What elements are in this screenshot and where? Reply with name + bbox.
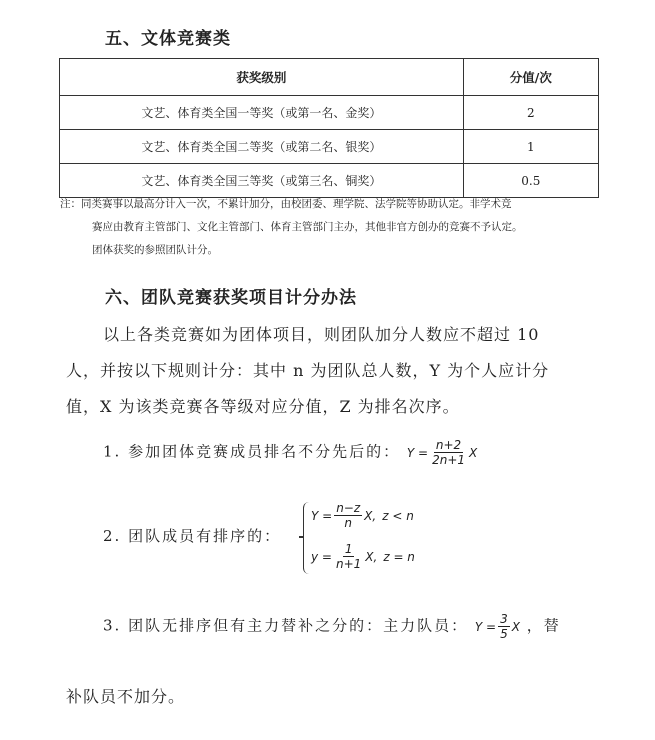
header-award-level: 获奖级别	[60, 59, 464, 96]
case-2	[311, 542, 415, 571]
rule-1	[103, 438, 477, 467]
fraction-numerator: n+2	[435, 438, 462, 452]
condition: z = n	[383, 549, 415, 564]
note-line: 注：同类赛事以最高分计入一次，不累计加分，由校团委、理学院、法学院等协助认定。非学术竞	[60, 198, 512, 210]
rule-3-text: 3. 团队无排序但有主力替补之分的：主力队员：	[103, 616, 469, 635]
condition: z < n	[382, 508, 414, 523]
section-5-title: 五、文体竞赛类	[105, 29, 231, 49]
paragraph-line: 值，X 为该类竞赛各等级对应分值，Z 为排名次序。	[66, 397, 460, 416]
rule-3-formula	[475, 612, 520, 641]
fraction	[430, 438, 467, 467]
case-1	[311, 501, 414, 530]
paragraph-line: 以上各类竞赛如为团体项目，则团队加分人数应不超过 10	[103, 325, 540, 344]
formula-rhs: X	[469, 445, 478, 460]
award-score-table	[59, 58, 599, 198]
fraction	[498, 612, 510, 641]
award-level-cell: 文艺、体育类全国一等奖（或第一名、金奖）	[60, 96, 464, 130]
table-note	[60, 193, 605, 262]
score-cell: 2	[463, 96, 598, 130]
table-row	[60, 130, 599, 164]
rule-3-tail: ，替	[526, 616, 561, 635]
rule-1-formula	[407, 438, 477, 467]
paragraph-line: 人，并按以下规则计分：其中 n 为团队总人数，Y 为个人应计分	[66, 361, 550, 380]
fraction	[334, 501, 362, 530]
final-line: 补队员不加分。	[66, 687, 186, 706]
table-row	[60, 96, 599, 130]
note-line: 团体获奖的参照团队计分。	[92, 244, 218, 256]
rule-2-text: 2. 团队成员有排序的：	[103, 527, 282, 545]
note-line: 赛应由教育主管部门、文化主管部门、体育主管部门主办，其他非官方创办的竞赛不予认定。	[92, 221, 523, 233]
formula-lhs: y =	[311, 549, 332, 564]
table-header-row	[60, 59, 599, 96]
fraction-denominator: 5	[500, 627, 508, 641]
rule-1-text: 1. 参加团体竞赛成员排名不分先后的：	[103, 442, 401, 461]
formula-lhs: Y =	[474, 619, 497, 634]
fraction	[334, 542, 363, 571]
left-brace	[303, 502, 311, 574]
fraction-denominator: n	[344, 516, 352, 530]
formula-rhs: X	[511, 619, 520, 634]
section-6-title: 六、团队竞赛获奖项目计分办法	[105, 288, 357, 308]
score-cell: 1	[463, 130, 598, 164]
formula-lhs: Y =	[406, 445, 429, 460]
fraction-denominator: 2n+1	[432, 453, 466, 467]
formula-rhs: X,	[365, 549, 378, 564]
formula-lhs: Y =	[311, 508, 333, 523]
formula-rhs: X,	[364, 508, 377, 523]
fraction-numerator: 3	[500, 612, 508, 626]
rule-3	[103, 612, 561, 641]
fraction-denominator: n+1	[335, 557, 362, 571]
award-level-cell: 文艺、体育类全国三等奖（或第三名、铜奖）	[60, 164, 464, 198]
header-score: 分值/次	[463, 59, 598, 96]
left-brace-tip	[299, 536, 304, 538]
fraction-numerator: 1	[344, 542, 353, 556]
piecewise-formula	[303, 498, 463, 580]
award-level-cell: 文艺、体育类全国二等奖（或第二名、银奖）	[60, 130, 464, 164]
score-cell: 0.5	[463, 164, 598, 198]
fraction-numerator: n−z	[336, 501, 361, 515]
